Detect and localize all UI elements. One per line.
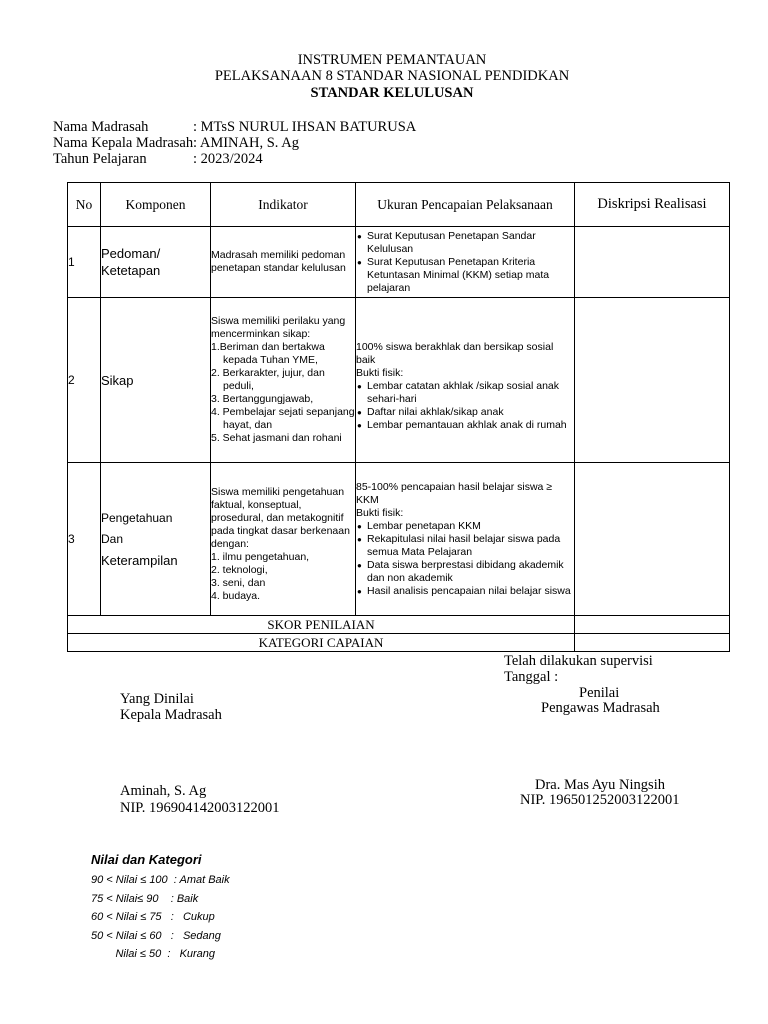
dinilai-label: Yang Dinilai	[120, 691, 194, 707]
meta-row	[53, 119, 416, 135]
row-ukuran	[356, 298, 575, 463]
ukuran-item: ● Surat Keputusan Penetapan Kriteria Ketuntasan Minimal (KKM) setiap mata pelajaran	[356, 256, 574, 295]
ukuran-item: ● Surat Keputusan Penetapan Sandar Kelulusan	[356, 230, 574, 256]
komponen-line: Dan	[101, 531, 124, 546]
indikator-item: 1. ilmu pengetahuan,	[211, 550, 310, 563]
meta-value: : MTsS NURUL IHSAN BATURUSA	[193, 119, 417, 135]
row-deskripsi	[575, 298, 730, 463]
doc-title-line2: PELAKSANAAN 8 STANDAR NASIONAL PENDIDKAN	[214, 68, 570, 84]
tanggal-label: Tanggal :	[504, 669, 559, 685]
legend-item: 75 < Nilai≤ 90 : Baik	[91, 892, 199, 905]
indikator-item: 4. budaya.	[211, 589, 261, 602]
row-indikator	[211, 463, 356, 616]
penilai-label: Penilai	[579, 685, 620, 701]
supervisi-note: Telah dilakukan supervisi	[504, 653, 653, 669]
meta-value: : 2023/2024	[193, 151, 263, 167]
header-no: No	[68, 183, 101, 227]
meta-label: Nama Kepala Madrasah	[53, 135, 194, 151]
pengawas-label: Pengawas Madrasah	[541, 700, 660, 716]
row-komponen	[101, 227, 211, 298]
table-row	[68, 227, 730, 298]
ukuran-intro: 85-100% pencapaian hasil belajar siswa ≥ KKM	[356, 480, 553, 506]
meta-row	[53, 151, 416, 167]
ukuran-sub: Bukti fisik:	[356, 366, 404, 379]
legend-item: 90 < Nilai ≤ 100 : Amat Baik	[91, 874, 230, 886]
komponen-line: Pedoman/	[101, 246, 161, 261]
kategori-label: KATEGORI CAPAIAN	[68, 634, 575, 652]
header-deskripsi: Diskripsi Realisasi	[575, 183, 730, 227]
right-signer-nip: NIP. 196501252003122001	[520, 792, 680, 808]
table-row	[68, 298, 730, 463]
row-ukuran	[356, 463, 575, 616]
legend-block	[91, 852, 230, 964]
row-ukuran	[356, 227, 575, 298]
indikator-item: 1.Beriman dan bertakwa kepada Tuhan YME,	[211, 341, 325, 366]
indikator-intro: Siswa memiliki perilaku yang mencerminkan sikap:	[211, 315, 346, 340]
ukuran-sub: Bukti fisik:	[356, 506, 404, 519]
meta-block	[53, 119, 416, 167]
meta-label: Nama Madrasah	[53, 119, 149, 135]
row-no: 3	[68, 463, 101, 616]
indikator-item: 3. Bertanggungjawab,	[211, 393, 314, 405]
ukuran-item: ● Lembar penetapan KKM	[356, 520, 574, 533]
legend-item: 50 < Nilai ≤ 60 : Sedang	[91, 929, 221, 942]
indikator-item: 5. Sehat jasmani dan rohani	[211, 432, 342, 444]
ukuran-item: ● Rekapitulasi nilai hasil belajar siswa pada semua Mata Pelajaran	[356, 533, 574, 559]
row-no: 1	[68, 227, 101, 298]
row-komponen	[101, 298, 211, 463]
meta-label: Tahun Pelajaran	[53, 151, 147, 167]
doc-title-line1: INSTRUMEN PEMANTAUAN	[297, 52, 487, 68]
ukuran-item: ● Data siswa berprestasi dibidang akademik dan non akademik	[356, 559, 574, 585]
table-header-row	[68, 183, 730, 227]
meta-row	[53, 135, 416, 151]
legend-title: Nilai dan Kategori	[91, 852, 202, 867]
komponen-line: Pengetahuan	[101, 510, 173, 525]
skor-value	[575, 616, 730, 634]
row-no: 2	[68, 298, 101, 463]
left-signer-nip: NIP. 196904142003122001	[120, 800, 280, 816]
table-row	[68, 463, 730, 616]
row-komponen	[101, 463, 211, 616]
ukuran-item: ● Lembar catatan akhlak /sikap sosial anak sehari-hari	[356, 380, 574, 406]
kategori-value	[575, 634, 730, 652]
kepala-label: Kepala Madrasah	[120, 707, 222, 723]
ukuran-item: ● Hasil analisis pencapaian nilai belajar siswa	[356, 585, 574, 598]
header-komponen: Komponen	[101, 183, 211, 227]
header-indikator: Indikator	[211, 183, 356, 227]
legend-item: 60 < Nilai ≤ 75 : Cukup	[91, 911, 215, 923]
category-row	[68, 634, 730, 652]
komponen-line: Ketetapan	[101, 263, 161, 278]
legend-item: Nilai ≤ 50 : Kurang	[91, 948, 216, 960]
indikator-item: 2. teknologi,	[211, 563, 268, 576]
monitoring-table	[67, 182, 730, 652]
indikator-item: 2. Berkarakter, jujur, dan peduli,	[211, 367, 325, 392]
ukuran-item: ● Daftar nilai akhlak/sikap anak	[356, 406, 574, 419]
header-ukuran: Ukuran Pencapaian Pelaksanaan	[356, 183, 575, 227]
row-deskripsi	[575, 227, 730, 298]
ukuran-intro: 100% siswa berakhlak dan bersikap sosial baik	[356, 340, 554, 366]
row-indikator: Madrasah memiliki pedoman penetapan standar kelulusan	[211, 227, 356, 298]
komponen-line: Keterampilan	[101, 552, 178, 568]
skor-label: SKOR PENILAIAN	[68, 616, 575, 634]
meta-value: : AMINAH, S. Ag	[193, 135, 299, 151]
indikator-item: 3. seni, dan	[211, 576, 266, 589]
score-row	[68, 616, 730, 634]
indikator-intro: Siswa memiliki pengetahuan faktual, konseptual, prosedural, dan metakognitif pada tingkat dasar berkenaan dengan:	[211, 485, 350, 550]
left-signer-name: Aminah, S. Ag	[120, 783, 207, 799]
right-signer-name: Dra. Mas Ayu Ningsih	[535, 777, 665, 793]
indikator-item: 4. Pembelajar sejati sepanjang hayat, dan	[211, 406, 355, 431]
row-indikator	[211, 298, 356, 463]
doc-title-line3: STANDAR KELULUSAN	[310, 85, 474, 101]
ukuran-item: ● Lembar pemantauan akhlak anak di rumah	[356, 419, 574, 432]
komponen-line: Sikap	[101, 372, 134, 388]
row-deskripsi	[575, 463, 730, 616]
